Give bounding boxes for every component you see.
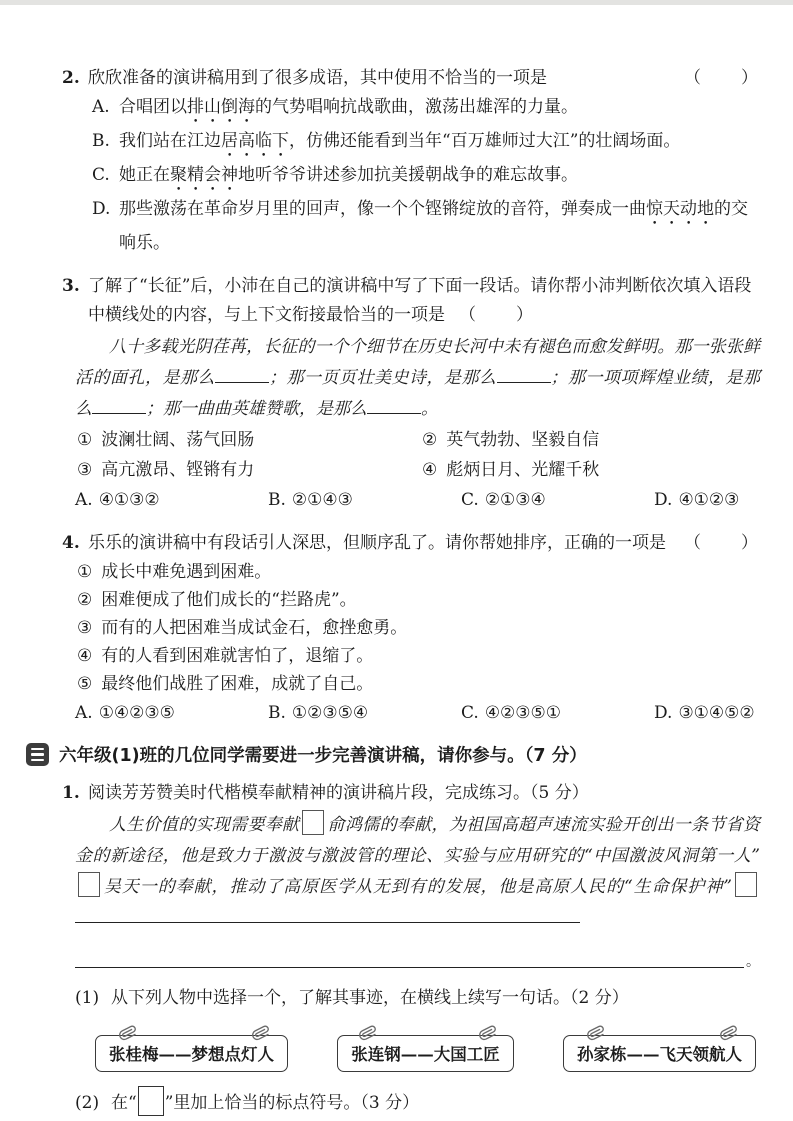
phrase-item-3: ③ 高亢激昂、铿锵有力 [77,460,255,480]
sub-question-label: (2) [75,1093,100,1113]
question-3 [62,272,760,515]
punctuation-box[interactable] [138,1086,164,1116]
q3-choices [75,485,760,515]
passage-text: 吴天一的奉献，推动了高原医学从无到有的发展，他是高原人民的“生命保护神” [103,877,732,897]
punctuation-box[interactable] [78,872,100,897]
question-stem: 欣欣准备的演讲稿用到了很多成语，其中使用不恰当的一项是 [88,68,547,88]
punctuation-box[interactable] [735,872,757,897]
q1-speech-passage [75,810,760,934]
paperclip-icon [357,1022,380,1045]
answer-bracket[interactable]: （ ） [684,68,760,88]
sub-question-1 [75,984,760,1013]
card-text: 孙家栋——飞天领航人 [577,1045,742,1064]
section3-question-1 [62,779,760,1120]
emphasized-idiom: 排山倒海 [187,97,255,117]
choice-b[interactable]: B. ②①④③ [268,490,353,510]
person-card-sunjiadong [563,1035,756,1072]
choice-d[interactable]: D. ④①②③ [654,490,740,510]
paperclip-icon [717,1022,740,1045]
sub-question-2 [75,1086,760,1120]
card-text: 张桂梅——梦想点灯人 [109,1045,274,1064]
paperclip-icon [585,1022,608,1045]
sentence-item-5: ⑤ 最终他们战胜了困难，成就了自己。 [77,674,374,694]
phrase-item-4: ④ 彪炳日月、光耀千秋 [422,460,600,480]
phrase-item-1: ① 波澜壮阔、荡气回肠 [77,430,255,450]
question-2 [62,64,760,258]
sub-question-text: 从下列人物中选择一个，了解其事迹，在横线上续写一句话。（2 分） [111,988,629,1008]
person-card-zhangguimei [95,1035,288,1072]
passage-text: ；那一页页壮美史诗，是那么 [269,368,497,388]
section-title: 六年级(1)班的几位同学需要进一步完善演讲稿，请你参与。（7 分） [59,746,587,766]
paperclip-icon [477,1022,500,1045]
scan-edge-strip [0,0,793,5]
section-three-icon [26,743,49,766]
punctuation-box[interactable] [302,810,324,835]
answer-bracket[interactable]: （ ） [684,533,760,553]
option-text: 合唱团以排山倒海的气势唱响抗战歌曲，激荡出雄浑的力量。 [119,97,578,117]
question-number: 4. [62,533,80,553]
passage-text: 八十多载光阴荏苒，长征的一个个细节在历史长河中未有褪色而愈发鲜明。那一张张鲜活的面孔，是那么 [75,337,760,388]
option-label: C. [92,165,110,185]
choice-a[interactable]: A. ①④②③⑤ [75,703,175,723]
paperclip-icon [117,1022,140,1045]
option-label: A. [92,97,110,117]
underline[interactable] [75,949,744,968]
choice-c[interactable]: C. ④②③⑤① [461,703,562,723]
question-number: 1. [62,783,80,803]
answer-bracket[interactable]: （ ） [459,305,535,325]
question-number: 2. [62,68,80,88]
option-b[interactable] [92,127,760,161]
passage-text: 人生价值的实现需要奉献 [109,815,300,835]
emphasized-idiom: 惊天动地 [646,199,714,219]
sentence-item-1: ① 成长中难免遇到困难。 [77,562,272,582]
answer-underline[interactable] [75,905,580,923]
question-stem: 了解了“长征”后，小沛在自己的演讲稿中写了下面一段话。请你帮小沛判断依次填入语段中横线处的内容，与上下文衔接最恰当的一项是 （ ） [88,276,752,325]
option-label: D. [92,199,111,219]
option-d[interactable] [92,195,760,258]
answer-blank[interactable] [215,365,269,383]
sub-question-label: (1) [75,988,100,1008]
choice-b[interactable]: B. ①②③⑤④ [268,703,369,723]
answer-blank[interactable] [367,396,421,414]
q3-passage [75,332,760,425]
sub-question-text: 在“ ”里加上恰当的标点符号。（3 分） [111,1086,419,1120]
question-stem: 阅读芳芳赞美时代楷模奉献精神的演讲稿片段，完成练习。（5 分） [88,783,589,803]
sentence-item-2: ② 困难便成了他们成长的“拦路虎”。 [77,590,357,610]
sentence-item-4: ④ 有的人看到困难就害怕了，退缩了。 [77,646,374,666]
emphasized-idiom: 聚精会神 [170,165,238,185]
question-4 [62,529,760,728]
answer-blank[interactable] [497,365,551,383]
question-stem: 乐乐的演讲稿中有段话引人深思，但顺序乱了。请你帮她排序，正确的一项是 [88,533,666,553]
choice-c[interactable]: C. ②①③④ [461,490,546,510]
choice-a[interactable]: A. ④①③② [75,490,160,510]
option-c[interactable] [92,161,760,195]
option-label: B. [92,131,110,151]
answer-writing-line[interactable] [75,950,760,968]
paperclip-icon [249,1022,272,1045]
option-text: 我们站在江边居高临下，仿佛还能看到当年“百万雄师过大江”的壮阔场面。 [119,131,681,151]
passage-text: ；那一曲曲英雄赞歌，是那么 [146,399,367,419]
passage-text: 俞鸿儒的奉献，为祖国高超声速流实验开创出一条节省资金的新途径，他是致力于激波与激波管的理论、实验与应用研究的“中国激波风洞第一人” [75,815,761,866]
passage-text: ；那一项项辉煌业绩，是那么 [75,368,760,419]
sentence-item-3: ③ 而有的人把困难当成试金石，愈挫愈勇。 [77,618,408,638]
choice-d[interactable]: D. ③①④⑤② [654,703,755,723]
q4-choices [75,698,760,728]
option-text: 她正在聚精会神地听爷爷讲述参加抗美援朝战争的难忘故事。 [119,165,578,185]
option-a[interactable] [92,93,760,127]
q4-sentence-items [77,558,760,698]
option-text: 那些激荡在革命岁月里的回声，像一个个铿锵绽放的音符，弹奏成一曲惊天动地的交响乐。 [119,199,748,253]
person-card-zhangliangang [337,1035,514,1072]
emphasized-idiom: 居高临下 [221,131,289,151]
question-number: 3. [62,276,80,296]
card-text: 张连钢——大国工匠 [351,1045,500,1064]
person-cards [95,1035,756,1072]
phrase-item-2: ② 英气勃勃、坚毅自信 [422,430,600,450]
answer-blank[interactable] [92,396,146,414]
q3-phrase-items [77,425,760,485]
q2-options [92,93,760,258]
passage-text: 。 [421,399,438,419]
section-three-header [26,742,760,767]
period-mark: 。 [746,954,760,970]
